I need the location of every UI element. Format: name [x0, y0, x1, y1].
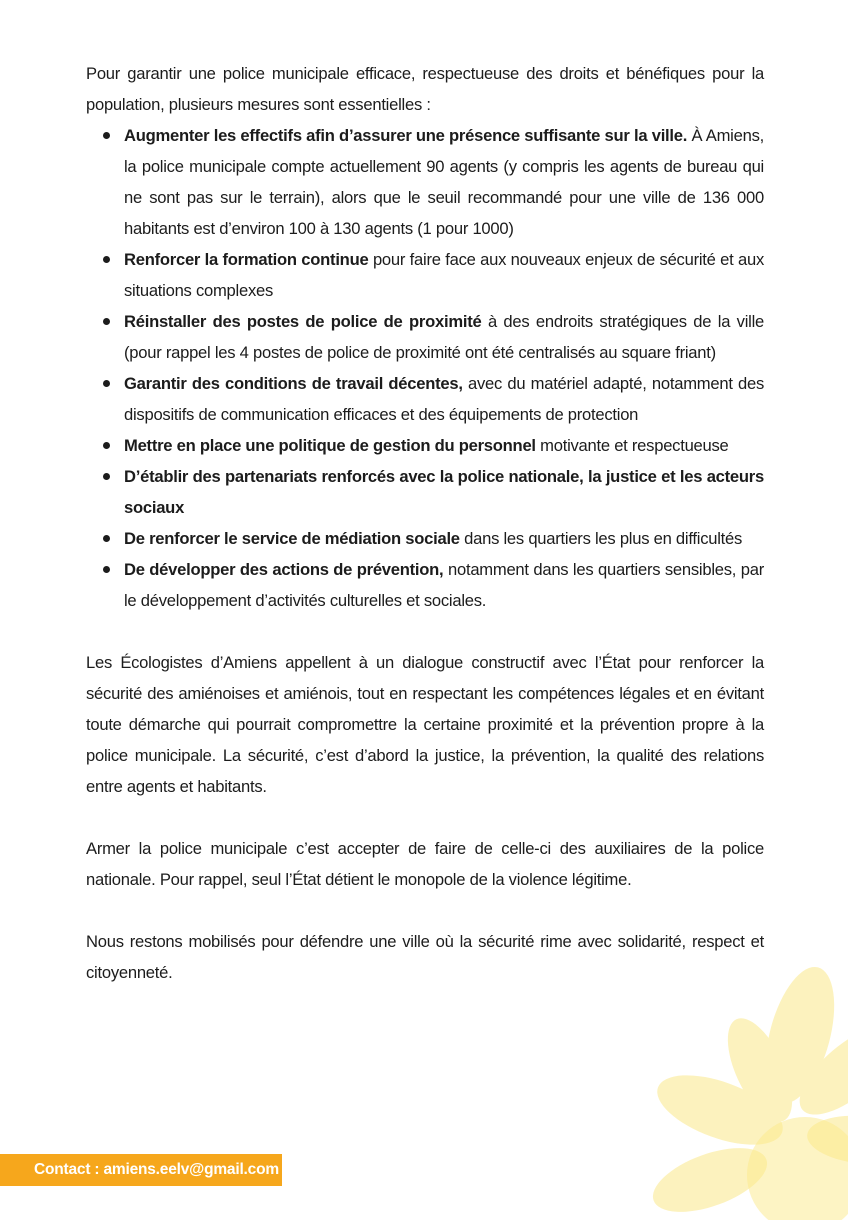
- measure-title: Réinstaller des postes de police de proximité: [124, 312, 482, 331]
- measure-detail: notamment dans les quartiers sensibles, par le développement d’activités culturelles et sociales.: [124, 560, 764, 610]
- document-body: [86, 58, 764, 988]
- list-item: [86, 120, 764, 244]
- measure-detail: à des endroits stratégiques de la ville (pour rappel les 4 postes de police de proximité ont été centralisés au square friant): [124, 312, 764, 362]
- dialogue-paragraph: Les Écologistes d’Amiens appellent à un dialogue constructif avec l’État pour renforcer la sécurité des amiénoises et amiénois, tout en respectant les compétences légales et en évitant toute démarche qui pourrait compromettre la certaine proximité et la prévention propre à la police municipale. La sécurité, c’est d’abord la justice, la prévention, la qualité des relations entre agents et habitants.: [86, 653, 764, 796]
- measure-title: Augmenter les effectifs afin d’assurer une présence suffisante sur la ville.: [124, 126, 688, 145]
- sunflower-icon: [640, 960, 848, 1220]
- measure-detail: dans les quartiers les plus en difficultés: [459, 529, 743, 548]
- measure-title: Mettre en place une politique de gestion du personnel: [124, 436, 536, 455]
- list-item: [86, 523, 764, 554]
- list-item: [86, 244, 764, 306]
- measure-detail: avec du matériel adapté, notamment des dispositifs de communication efficaces et des équipements de protection: [124, 374, 764, 424]
- measure-detail: motivante et respectueuse: [535, 436, 729, 455]
- measure-title: Garantir des conditions de travail décentes,: [124, 374, 463, 393]
- paragraph-spacer: [86, 895, 764, 926]
- measure-title: D’établir des partenariats renforcés avec la police nationale, la justice et les acteurs sociaux: [124, 467, 764, 517]
- closing-paragraph: Nous restons mobilisés pour défendre une ville où la sécurité rime avec solidarité, respect et citoyenneté.: [86, 932, 764, 982]
- paragraph-spacer: [86, 616, 764, 647]
- list-item: [86, 554, 764, 616]
- paragraph-spacer: [86, 802, 764, 833]
- list-item: [86, 306, 764, 368]
- contact-banner: Contact : amiens.eelv@gmail.com: [0, 1154, 282, 1186]
- intro-paragraph: Pour garantir une police municipale efficace, respectueuse des droits et bénéfiques pour la population, plusieurs mesures sont essentielles :: [86, 64, 764, 114]
- list-item: [86, 368, 764, 430]
- list-item: [86, 430, 764, 461]
- list-item: [86, 461, 764, 523]
- measure-detail: À Amiens, la police municipale compte actuellement 90 agents (y compris les agents de bureau qui ne sont pas sur le terrain), alors que le seuil recommandé pour une ville de 136 000 habitants est d’environ 100 à 130 agents (1 pour 1000): [124, 126, 764, 238]
- measures-list: [86, 120, 764, 616]
- measure-title: Renforcer la formation continue: [124, 250, 369, 269]
- measure-title: De développer des actions de prévention,: [124, 560, 444, 579]
- measure-detail: pour faire face aux nouveaux enjeux de sécurité et aux situations complexes: [124, 250, 765, 300]
- armement-paragraph: Armer la police municipale c’est accepter de faire de celle-ci des auxiliaires de la police nationale. Pour rappel, seul l’État détient le monopole de la violence légitime.: [86, 839, 764, 889]
- measure-title: De renforcer le service de médiation sociale: [124, 529, 460, 548]
